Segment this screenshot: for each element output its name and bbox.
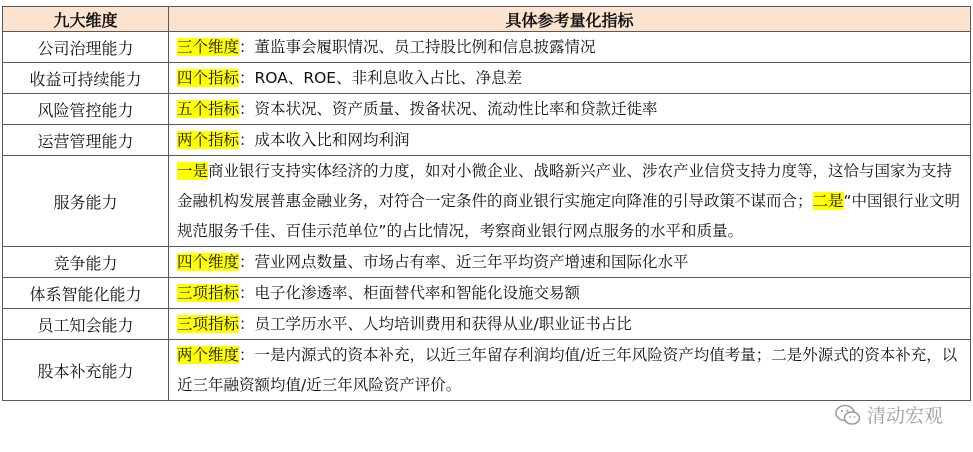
watermark-text: 清动宏观 bbox=[866, 405, 943, 427]
indicator-cell bbox=[169, 94, 971, 125]
indicator-text: ：电子化渗透率、柜面替代率和智能化设施交易额 bbox=[239, 284, 581, 302]
highlight-tag: 四个维度 bbox=[177, 253, 240, 271]
indicator-text: ：资本状况、资产质量、拨备状况、流动性比率和贷款迁徙率 bbox=[239, 100, 658, 118]
watermark bbox=[835, 401, 943, 428]
indicator-cell bbox=[169, 278, 971, 309]
highlight-tag-2: 二是 bbox=[812, 192, 844, 210]
indicator-cell bbox=[169, 32, 971, 63]
indicator-cell bbox=[169, 63, 971, 94]
dimension-cell: 员工知会能力 bbox=[3, 309, 169, 340]
indicator-cell bbox=[169, 156, 971, 247]
highlight-tag: 三项指标 bbox=[177, 284, 240, 302]
highlight-tag: 两个指标 bbox=[177, 131, 240, 149]
indicator-cell bbox=[169, 309, 971, 340]
dimension-cell: 风险管控能力 bbox=[3, 94, 169, 125]
indicator-cell bbox=[169, 247, 971, 278]
indicator-text: ：成本收入比和网均利润 bbox=[239, 131, 410, 149]
indicator-text: ：董监事会履职情况、员工持股比例和信息披露情况 bbox=[239, 38, 596, 56]
dimension-cell: 股本补充能力 bbox=[3, 340, 169, 401]
table-row bbox=[3, 247, 971, 278]
dimension-cell: 服务能力 bbox=[3, 156, 169, 247]
indicator-text: ：营业网点数量、市场占有率、近三年平均资产增速和国际化水平 bbox=[239, 253, 689, 271]
indicator-cell bbox=[169, 125, 971, 156]
dimension-cell: 收益可持续能力 bbox=[3, 63, 169, 94]
metrics-table bbox=[2, 6, 971, 401]
header-row bbox=[3, 7, 971, 32]
table-row bbox=[3, 125, 971, 156]
indicator-text-2: “中国银行业文明规范服务千佳、百佳示范单位”的占比情况，考察商业银行网点服务的水平和质量。 bbox=[177, 192, 961, 240]
dimension-cell: 运营管理能力 bbox=[3, 125, 169, 156]
indicator-text: ：ROA、ROE、非利息收入占比、净息差 bbox=[239, 69, 523, 87]
indicator-text: ：一是内源式的资本补充，以近三年留存利润均值/近三年风险资产均值考量；二是外源式的资本补充，以近三年融资额均值/近三年风险资产评价。 bbox=[177, 346, 958, 394]
indicator-cell bbox=[169, 340, 971, 401]
table-row bbox=[3, 156, 971, 247]
dimension-cell: 公司治理能力 bbox=[3, 32, 169, 63]
highlight-tag: 两个维度 bbox=[177, 346, 240, 364]
highlight-tag: 三个维度 bbox=[177, 38, 240, 56]
wechat-icon bbox=[835, 404, 861, 426]
table-row bbox=[3, 340, 971, 401]
table-row bbox=[3, 278, 971, 309]
indicator-text: 商业银行支持实体经济的力度，如对小微企业、战略新兴产业、涉农产业信贷支持力度等，这恰与国家为支持金融机构发展普惠金融业务，对符合一定条件的商业银行实施定向降准的引导政策不谋而合； bbox=[177, 162, 953, 210]
table-row bbox=[3, 63, 971, 94]
table-row bbox=[3, 94, 971, 125]
table-row bbox=[3, 32, 971, 63]
dimension-cell: 体系智能化能力 bbox=[3, 278, 169, 309]
header-dimension: 九大维度 bbox=[3, 7, 169, 32]
highlight-tag: 三项指标 bbox=[177, 315, 240, 333]
highlight-tag: 五个指标 bbox=[177, 100, 240, 118]
indicator-text: ：员工学历水平、人均培训费用和获得从业/职业证书占比 bbox=[239, 315, 632, 333]
highlight-tag: 一是 bbox=[177, 162, 209, 180]
table-row bbox=[3, 309, 971, 340]
dimension-cell: 竞争能力 bbox=[3, 247, 169, 278]
header-indicators: 具体参考量化指标 bbox=[169, 7, 971, 32]
highlight-tag: 四个指标 bbox=[177, 69, 240, 87]
